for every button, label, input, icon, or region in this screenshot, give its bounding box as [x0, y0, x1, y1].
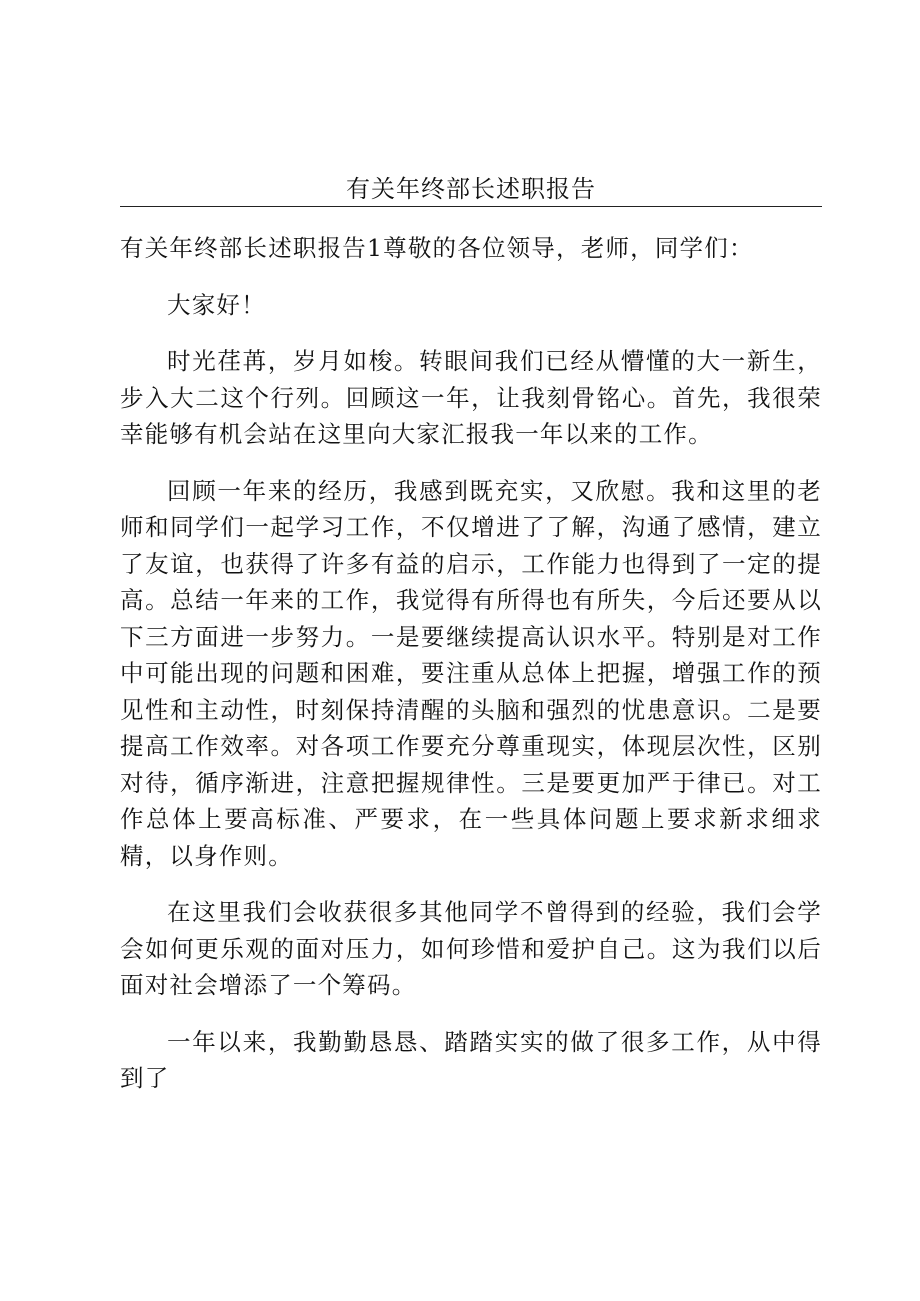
paragraph: 回顾一年来的经历，我感到既充实，又欣慰。我和这里的老师和同学们一起学习工作，不仅增进了了解，沟通了感情，建立了友谊，也获得了许多有益的启示，工作能力也得到了一定的提高。总结一年来的工作，我觉得有所得也有所失，今后还要从以下三方面进一步努力。一是要继续提高认识水平。特别是对工作中可能出现的问题和困难，要注重从总体上把握，增强工作的预见性和主动性，时刻保持清醒的头脑和强烈的忧患意识。二是要提高工作效率。对各项工作要充分尊重现实，体现层次性，区别对待，循序渐进，注意把握规律性。三是要更加严于律已。对工作总体上要高标准、严要求，在一些具体问题上要求新求细求精，以身作则。 — [120, 476, 822, 870]
document-title: 有关年终部长述职报告 — [346, 175, 596, 203]
document-body — [120, 230, 822, 1117]
paragraph: 一年以来，我勤勤恳恳、踏踏实实的做了很多工作，从中得到了 — [120, 1027, 822, 1092]
paragraph: 在这里我们会收获很多其他同学不曾得到的经验，我们会学会如何更乐观的面对压力，如何珍惜和爱护自己。这为我们以后面对社会增添了一个筹码。 — [120, 898, 822, 999]
paragraph-greeting: 大家好！ — [167, 290, 266, 319]
title-underline — [120, 206, 822, 207]
paragraph-opening: 有关年终部长述职报告1尊敬的各位领导，老师，同学们： — [120, 234, 754, 262]
paragraph: 时光荏苒，岁月如梭。转眼间我们已经从懵懂的大一新生，步入大二这个行列。回顾这一年，让我刻骨铭心。首先，我很荣幸能够有机会站在这里向大家汇报我一年以来的工作。 — [120, 347, 822, 448]
